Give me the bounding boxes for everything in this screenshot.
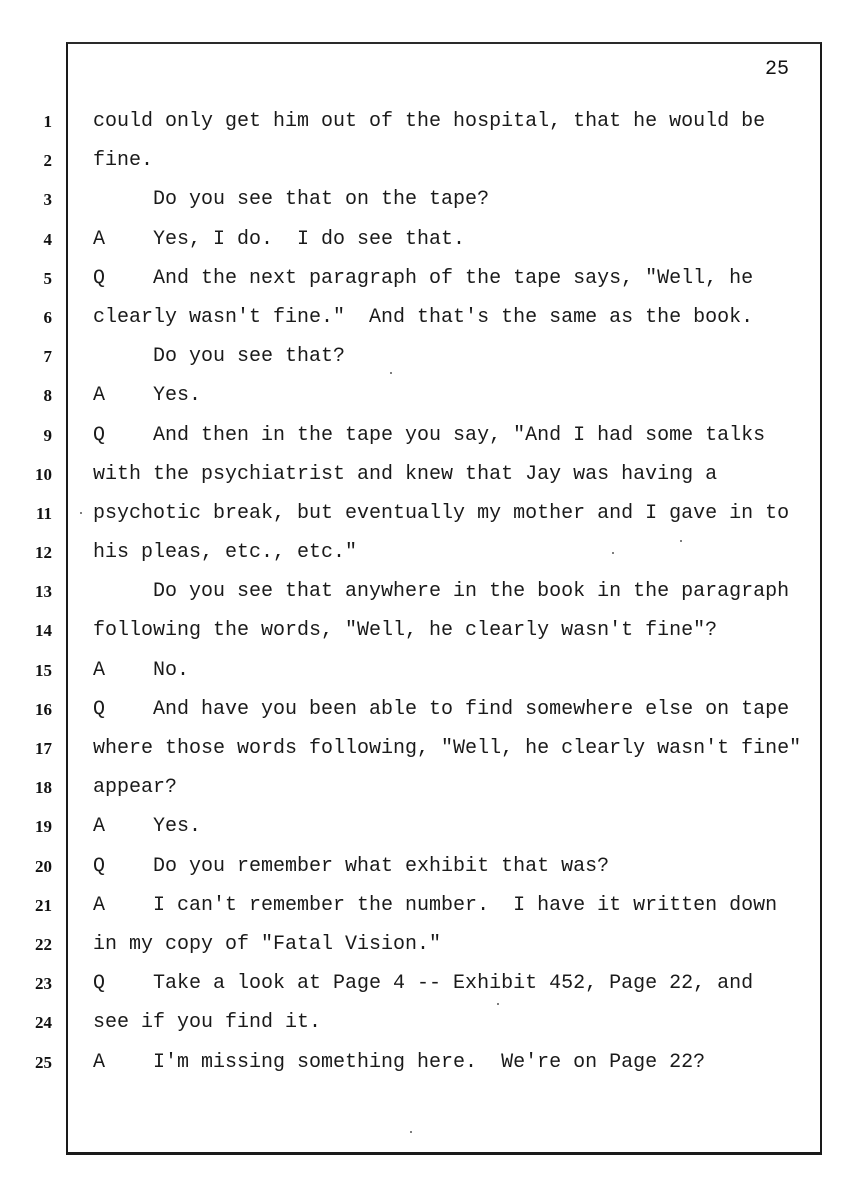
line-text: Do you see that anywhere in the book in the paragraph xyxy=(93,580,790,604)
line-number: 6 xyxy=(43,307,52,327)
line-text: in my copy of "Fatal Vision." xyxy=(93,932,442,956)
line-text: could only get him out of the hospital, that he would be xyxy=(93,110,766,133)
line-text: Do you see that? xyxy=(93,345,346,369)
page-number: 25 xyxy=(765,58,790,81)
transcript-line xyxy=(0,615,860,654)
transcript-line xyxy=(0,733,860,772)
line-text: A I can't remember the number. I have it written down xyxy=(93,893,778,917)
line-number: 5 xyxy=(43,268,52,288)
transcript-line xyxy=(0,145,860,184)
line-number: 4 xyxy=(43,229,52,249)
line-number: 22 xyxy=(35,934,52,954)
line-number: 19 xyxy=(35,817,52,837)
line-text: following the words, "Well, he clearly wasn't fine"? xyxy=(93,619,718,643)
line-number: 1 xyxy=(43,112,52,131)
line-text: appear? xyxy=(93,776,178,800)
scan-speck xyxy=(680,540,682,542)
transcript-line xyxy=(0,890,860,929)
transcript-line xyxy=(0,968,860,1007)
line-text: psychotic break, but eventually my mother and I gave in to xyxy=(93,501,790,525)
line-number: 23 xyxy=(35,974,52,994)
transcript-line xyxy=(0,459,860,498)
line-text: Q And the next paragraph of the tape says, "Well, he xyxy=(93,266,754,290)
transcript-line xyxy=(0,694,860,733)
scan-speck xyxy=(612,552,614,554)
line-number: 18 xyxy=(35,778,52,798)
line-number: 20 xyxy=(35,856,52,876)
transcript-line xyxy=(0,224,860,263)
line-number: 7 xyxy=(43,347,52,367)
line-text: see if you find it. xyxy=(93,1011,322,1035)
transcript-line xyxy=(0,929,860,968)
line-number: 2 xyxy=(43,151,52,171)
line-number: 12 xyxy=(35,543,52,563)
scan-speck xyxy=(410,1131,412,1133)
scan-speck xyxy=(390,372,392,374)
transcript-line xyxy=(0,772,860,811)
line-text: where those words following, "Well, he clearly wasn't fine" xyxy=(93,737,802,760)
transcript-line xyxy=(0,655,860,694)
line-number: 24 xyxy=(35,1013,52,1033)
scan-speck xyxy=(497,1003,499,1005)
line-text: A No. xyxy=(93,658,190,682)
transcript-line xyxy=(0,341,860,380)
line-text: fine. xyxy=(93,149,154,173)
line-number: 16 xyxy=(35,699,52,719)
line-text: his pleas, etc., etc." xyxy=(93,541,358,565)
transcript-line xyxy=(0,537,860,576)
line-number: 9 xyxy=(43,425,52,445)
line-text: A Yes. xyxy=(93,384,202,408)
line-number: 3 xyxy=(43,190,52,210)
transcript-line xyxy=(0,811,860,850)
line-text: Q And have you been able to find somewhere else on tape xyxy=(93,697,790,721)
line-number: 14 xyxy=(35,621,52,641)
line-text: A Yes. xyxy=(93,815,202,839)
line-text: Q Do you remember what exhibit that was? xyxy=(93,854,610,878)
line-number: 15 xyxy=(35,660,52,680)
line-number: 13 xyxy=(35,582,52,602)
transcript-line xyxy=(0,106,860,145)
line-text: Q Take a look at Page 4 -- Exhibit 452, Page 22, and xyxy=(93,972,754,996)
line-number: 8 xyxy=(43,386,52,406)
transcript-line xyxy=(0,1007,860,1046)
line-number: 25 xyxy=(35,1052,52,1072)
transcript-line xyxy=(0,420,860,459)
line-number: 11 xyxy=(35,503,52,523)
line-number: 21 xyxy=(35,895,52,915)
line-text: Q And then in the tape you say, "And I had some talks xyxy=(93,423,766,447)
line-number: 17 xyxy=(35,739,52,758)
scan-speck xyxy=(80,512,82,514)
line-text: with the psychiatrist and knew that Jay was having a xyxy=(93,462,718,486)
transcript-line xyxy=(0,1047,860,1086)
line-text: A I'm missing something here. We're on Page 22? xyxy=(93,1050,706,1074)
transcript-line xyxy=(0,380,860,419)
transcript-line xyxy=(0,263,860,302)
transcript-line xyxy=(0,576,860,615)
transcript-line xyxy=(0,184,860,223)
transcript-line xyxy=(0,498,860,537)
transcript-lines xyxy=(0,106,860,1086)
line-text: Do you see that on the tape? xyxy=(93,188,490,212)
transcript-line xyxy=(0,851,860,890)
line-number: 10 xyxy=(35,464,52,484)
line-text: A Yes, I do. I do see that. xyxy=(93,227,466,251)
line-text: clearly wasn't fine." And that's the same as the book. xyxy=(93,305,754,329)
transcript-line xyxy=(0,302,860,341)
